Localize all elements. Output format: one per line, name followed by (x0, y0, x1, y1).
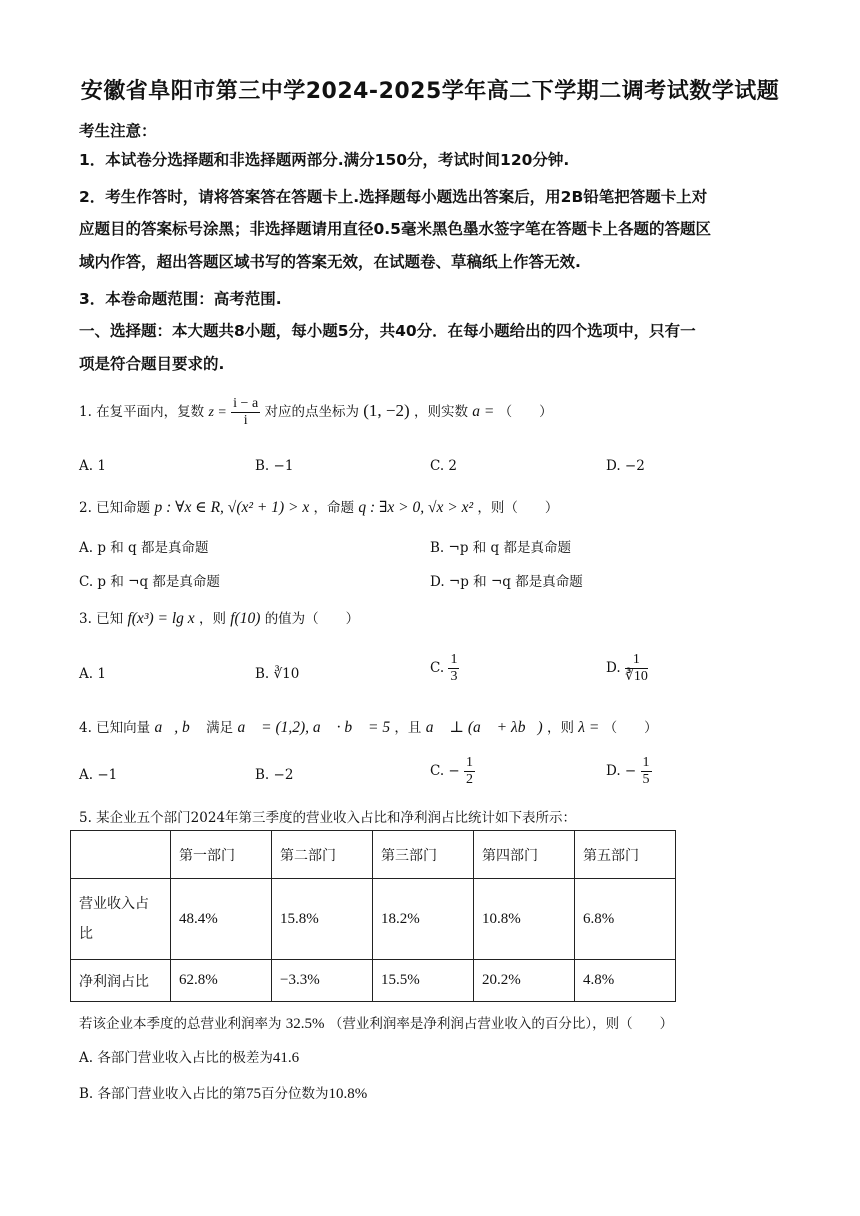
section-heading-line-1: 一、选择题：本大题共8小题，每小题5分，共40分．在每小题给出的四个选项中，只有一 (79, 322, 696, 340)
table-cell: 15.8% (272, 879, 373, 960)
q5-option-b-value: 10.8% (328, 1086, 368, 1102)
q4-option-c-num: 1 (466, 755, 474, 770)
table-row (71, 960, 676, 1002)
q4-option-d-den: 5 (642, 772, 650, 787)
q3-expr: f(x³) = lg x (127, 610, 195, 627)
notice-item-1: 1．本试卷分选择题和非选择题两部分.满分150分，考试时间120分钟. (79, 151, 570, 169)
q4-option-b[interactable]: B. −2 (255, 767, 294, 783)
q4-option-a[interactable]: A. −1 (79, 767, 118, 783)
table-row-label-line-1: 营业收入占 (79, 896, 149, 912)
notice-item-2-line-3: 域内作答，超出答题区域书写的答案无效，在试题卷、草稿纸上作答无效. (79, 253, 581, 271)
q3-option-c[interactable] (430, 652, 459, 685)
table-cell: −3.3% (272, 960, 373, 1002)
q2-prefix: 2. 已知命题 (79, 500, 151, 516)
q5-option-b-number: 75 (246, 1086, 262, 1102)
table-row (71, 879, 676, 960)
table-cell: 10.8% (474, 879, 575, 960)
table-cell: 4.8% (575, 960, 676, 1002)
q3-option-d-fraction (625, 652, 648, 685)
q5-after-value: 32.5% (285, 1016, 325, 1032)
table-header-cell: 第四部门 (474, 831, 575, 879)
q5-option-b[interactable] (79, 1082, 367, 1103)
q4-option-c-den: 2 (466, 772, 474, 787)
q1-a: a = (472, 403, 495, 420)
q1-option-c[interactable]: C. 2 (430, 458, 458, 474)
q4-mid1: 满足 (206, 720, 234, 736)
q4-option-c[interactable] (430, 755, 475, 788)
q4-condition: a⃗ = (1,2), a⃗ · b⃗ = 5 (237, 719, 391, 736)
q5-option-b-mid: 百分位数为 (261, 1086, 329, 1102)
question-1 (79, 396, 553, 429)
notice-item-2-line-2: 应题目的答案标号涂黑；非选择题请用直径0.5毫米黑色墨水签字笔在答题卡上各题的答题区 (79, 220, 711, 238)
q3-option-c-den: 3 (450, 669, 458, 684)
section-heading-line-2: 项是符合题目要求的. (79, 355, 225, 373)
q2-prop-q: q : ∃x > 0, √x > x² (358, 499, 474, 516)
q2-prop-p: p : ∀x ∈ R, √(x² + 1) > x (154, 499, 310, 516)
table-row-label-line-2: 比 (79, 926, 93, 942)
q3-option-d[interactable] (606, 652, 648, 685)
q5-after-prefix: 若该企业本季度的总营业利润率为 (79, 1016, 282, 1032)
question-5-intro: 5. 某企业五个部门2024年第三季度的营业收入占比和净利润占比统计如下表所示： (79, 810, 577, 826)
question-4 (79, 716, 658, 737)
q3-option-c-fraction (448, 652, 459, 685)
q3-prefix: 3. 已知 (79, 611, 124, 627)
q2-option-a[interactable]: A. p 和 q 都是真命题 (79, 540, 209, 556)
table-cell: 62.8% (171, 960, 272, 1002)
table-row-label (71, 879, 171, 960)
q2-option-d[interactable]: D. ¬p 和 ¬q 都是真命题 (430, 574, 583, 590)
notice-item-2-line-1: 2．考生作答时，请将答案答在答题卡上.选择题每小题选出答案后，用2B铅笔把答题卡上对 (79, 188, 708, 206)
q4-option-c-label: C. − (430, 763, 460, 779)
question-3 (79, 607, 359, 628)
table-row-label: 净利润占比 (71, 960, 171, 1002)
q2-mid: ，命题 (313, 500, 355, 516)
q1-fraction (231, 396, 260, 429)
q4-post: ，则 (547, 720, 574, 736)
revenue-profit-table (70, 830, 676, 1002)
q1-prefix: 1. 在复平面内，复数 (79, 404, 205, 420)
q4-prefix: 4. 已知向量 (79, 720, 151, 736)
q2-post: ，则（ ） (477, 500, 559, 516)
table-header-cell (71, 831, 171, 879)
q1-point: (1, −2) (363, 401, 410, 420)
q5-option-a-value: 41.6 (272, 1050, 300, 1066)
q3-post: 的值为（ ） (264, 611, 360, 627)
q3-mid: ，则 (198, 611, 226, 627)
question-2 (79, 496, 558, 517)
q3-option-d-label: D. (606, 660, 621, 676)
notice-item-3: 3．本卷命题范围：高考范围. (79, 290, 282, 308)
table-cell: 15.5% (373, 960, 474, 1002)
q3-option-d-den: ∛10 (624, 669, 648, 684)
table-cell: 6.8% (575, 879, 676, 960)
q1-fraction-den: i (243, 413, 248, 428)
table-cell: 20.2% (474, 960, 575, 1002)
q4-lambda: λ = (578, 719, 600, 736)
table-cell: 18.2% (373, 879, 474, 960)
q1-post: ，则实数 (413, 404, 468, 420)
q4-option-d-fraction (641, 755, 652, 788)
q3-option-c-label: C. (430, 660, 445, 676)
q4-mid2: ，且 (394, 720, 422, 736)
q5-option-a-text: A. 各部门营业收入占比的极差为 (79, 1050, 273, 1066)
page-title: 安徽省阜阳市第三中学2024-2025学年高二下学期二调考试数学试题 (80, 79, 780, 104)
table-header-cell: 第二部门 (272, 831, 373, 879)
q1-option-d[interactable]: D. −2 (606, 458, 645, 474)
q3-option-a[interactable]: A. 1 (79, 666, 106, 682)
q4-option-d-num: 1 (642, 755, 650, 770)
q1-z: z = (208, 405, 227, 420)
q4-option-c-fraction (464, 755, 475, 788)
q3-option-d-num: 1 (625, 652, 648, 669)
q1-mid: 对应的点坐标为 (264, 404, 359, 420)
q5-option-b-text: B. 各部门营业收入占比的第 (79, 1086, 247, 1102)
q4-perp: a⃗ ⊥ (a⃗ + λb⃗) (425, 719, 543, 736)
table-header-row (71, 831, 676, 879)
q4-paren: （ ） (603, 720, 658, 736)
table-header-cell: 第五部门 (575, 831, 676, 879)
q1-fraction-num: i − a (233, 396, 259, 411)
q3-option-b[interactable]: B. ∛10 (255, 666, 300, 682)
q3-f10: f(10) (230, 610, 261, 627)
table-header-cell: 第三部门 (373, 831, 474, 879)
q3-option-c-num: 1 (450, 652, 458, 667)
q2-option-b[interactable]: B. ¬p 和 q 都是真命题 (430, 540, 571, 556)
notice-heading: 考生注意： (79, 122, 157, 140)
q1-paren: （ ） (498, 404, 553, 420)
q4-vectors: a⃗, b⃗ (154, 719, 202, 736)
q5-after-post: （营业利润率是净利润占营业收入的百分比），则（ ） (328, 1016, 674, 1032)
q4-option-d[interactable] (606, 755, 652, 788)
q5-option-a[interactable] (79, 1046, 299, 1067)
q4-option-d-label: D. − (606, 763, 637, 779)
q1-option-a[interactable]: A. 1 (79, 458, 106, 474)
table-cell: 48.4% (171, 879, 272, 960)
table-header-cell: 第一部门 (171, 831, 272, 879)
q1-option-b[interactable]: B. −1 (255, 458, 294, 474)
question-5-stem (79, 1012, 673, 1033)
q2-option-c[interactable]: C. p 和 ¬q 都是真命题 (79, 574, 220, 590)
